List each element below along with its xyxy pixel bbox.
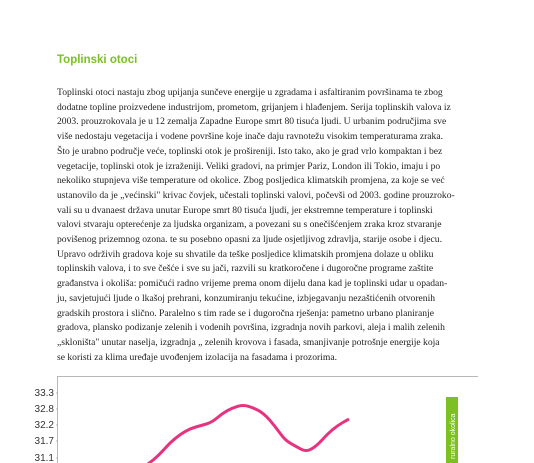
paragraph-line: „skloništa" unutar naselja, izgradnja „ zelenih krovova i fasada, smanjivanje potrošnje energije koja (57, 336, 440, 348)
paragraph-line: valovi stvaraju opterećenje za ljudska organizam, a povezani su s onečišćenjem zraka kroz stvaranje (57, 219, 442, 231)
heat-island-chart (34, 376, 478, 463)
paragraph-line: gradova, plansko podizanje zelenih i vodenih površina, izgradnja novih parkovi, aleja i malih zelenih (57, 322, 445, 334)
y-tick-label: 31.1 (34, 453, 54, 463)
rural-label-text: ruralno okolica (450, 413, 457, 459)
paragraph-line: više nedostaju vegetacija i vodene površine koje inače daju ravnotežu visokim temperaturama zraka. (57, 131, 443, 143)
paragraph-line: ju, savjetujući ljude o lkašoj prehrani, konzumiranju tekućine, izbjegavanju nezaštićenih otvorenih (57, 292, 436, 304)
paragraph-line: povišenog prizemnog ozona. te su posebno opasni za ljude osjetljivog zdravlja, starije osobe i djecu. (57, 234, 442, 246)
paragraph-line: se koristi za klima uređaje uvođenjem izolacija na fasadama i prozorima. (57, 351, 337, 363)
paragraph-line: Toplinski otoci nastaju zbog upijanja sunčeve energije u zgradama i asfaltiranim površinama te zbog (57, 87, 443, 98)
y-tick-label: 31.7 (34, 436, 54, 447)
paragraph-line: 2003. prouzrokovala je u 12 zemalja Zapadne Europe smrt 80 tisuća ljudi. U urbanim područjima sve (57, 116, 447, 128)
paragraph-line: gradskih prostora i slično. Paralelno s tim rade se i dugoročna rješenja: pametno urbano planiranje (57, 307, 434, 319)
y-tick-label: 32.8 (34, 404, 54, 415)
chart-plot (34, 377, 478, 463)
paragraph-line: vali su u dvanaest država unutar Europe smrt 80 tisuća ljudi, jer ekstremne temperature i toplinski (57, 204, 433, 216)
paragraph-line: Upravo održivih gradova koje su shvatile da teške posljedice klimatskih promjena dolaze u obliku (57, 248, 434, 260)
paragraph-line: građanstva i okoliša: pomičući radno vrijeme prema onom dijelu dana kad je toplinski udar u opadan- (57, 278, 448, 290)
paragraph-line: vegetacije, toplinski otok je izraženiji. Veliki gradovi, na primjer Pariz, London ili Tokio, imaju i po (57, 160, 441, 172)
paragraph-line: ustanovilo da je „većinski" krivac čovjek, učestali toplinski valovi, počevši od 2003. godine prouzroko- (57, 189, 455, 201)
paragraph-line: nekoliko stupnjeva više temperature od okolice. Zbog posljedica klimatskih promjena, za koje se već (57, 175, 445, 187)
y-tick-label: 32.2 (34, 420, 54, 431)
paragraph-line: Što je urabno područje veće, toplinski otok je prošireniji. Isto tako, ako je grad vrlo kompaktan i bez (57, 145, 443, 157)
paragraph-line: dodatne topline proizvedene industrijom, prometom, grijanjem i hlađenjem. Serija toplinskih valova iz (57, 101, 451, 113)
paragraph-line: toplinskih valova, i to sve češće i sve su jači, razvili su kratkoročene i dugoročne programe zaštite (57, 263, 434, 275)
y-tick-label: 33.3 (34, 388, 54, 399)
temperature-series-line (138, 406, 348, 463)
section-heading: Toplinski otoci (57, 54, 138, 66)
body-paragraph (57, 86, 481, 365)
